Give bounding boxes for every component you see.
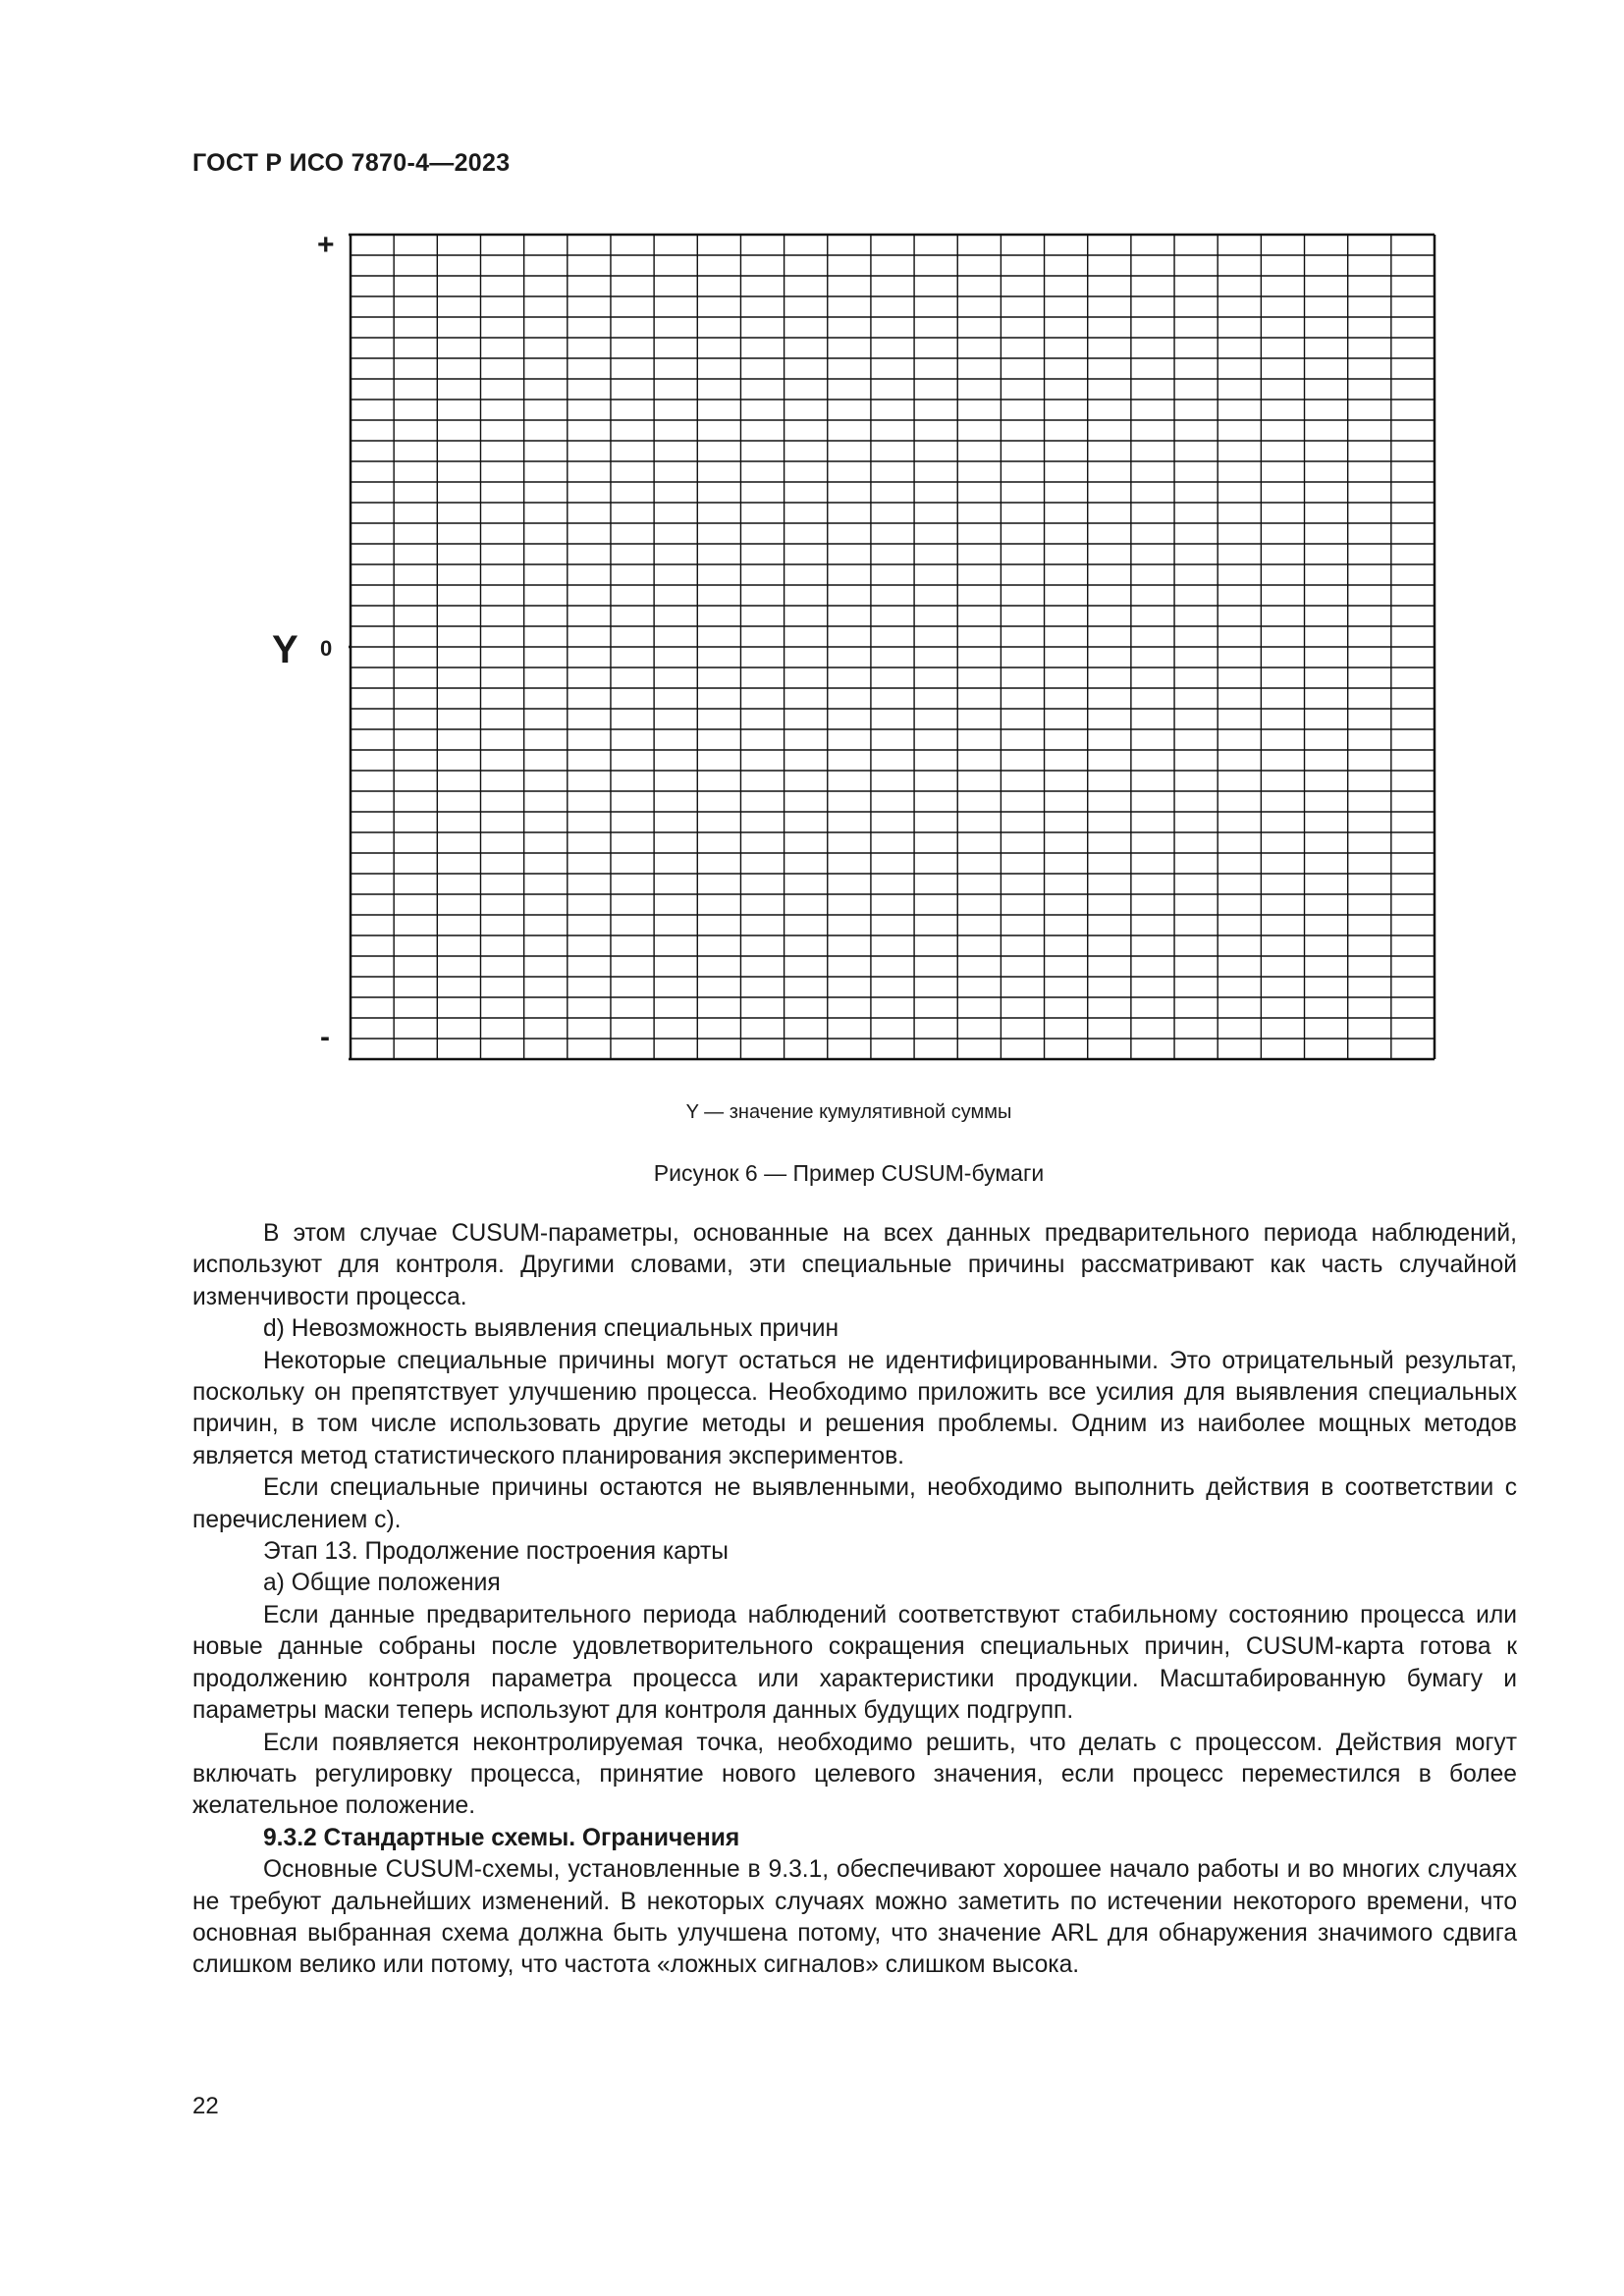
paragraph: Этап 13. Продолжение построения карты xyxy=(263,1538,729,1566)
paragraph: В этом случае CUSUM-параметры, основанные на всех данных предварительного периода наблюдений, используют для контроля. Другими словами, эти специальные причины рассматривают как часть случайной изменчивости процесса. xyxy=(192,1220,1517,1310)
figure-legend: Y — значение кумулятивной суммы xyxy=(685,1101,1012,1123)
page-number: 22 xyxy=(192,2093,219,2119)
section-heading: 9.3.2 Стандартные схемы. Ограничения xyxy=(263,1824,740,1851)
body-text xyxy=(192,1218,1517,1982)
figure-caption: Рисунок 6 — Пример CUSUM-бумаги xyxy=(653,1160,1045,1186)
y-axis-letter: Y xyxy=(272,628,298,671)
y-axis-plus-mark: + xyxy=(317,229,335,261)
document-header: ГОСТ Р ИСО 7870-4—2023 xyxy=(192,149,511,177)
paragraph: Если специальные причины остаются не выявленными, необходимо выполнить действия в соответствии с перечислением с). xyxy=(192,1474,1517,1533)
paragraph: а) Общие положения xyxy=(263,1570,501,1597)
paragraph: Если данные предварительного периода наблюдений соответствуют стабильному состоянию процесса или новые данные собраны после удовлетворительного сокращения специальных причин, CUSUM-карта готова к продолжению контроля параметра процесса или характеристики продукции. Масштабированную бумагу и параметры маски теперь используют для контроля данных будущих подгрупп. xyxy=(192,1601,1517,1725)
paragraph: d) Невозможность выявления специальных причин xyxy=(263,1315,839,1343)
cusum-grid xyxy=(349,233,1438,1062)
cusum-paper-figure xyxy=(265,226,1443,1070)
y-axis-minus-mark: - xyxy=(320,1021,330,1053)
paragraph: Основные CUSUM-схемы, установленные в 9.3.1, обеспечивают хорошее начало работы и во многих случаях не требуют дальнейших изменений. В некоторых случаях можно заметить по истечении некоторого времени, что основная выбранная схема должна быть улучшена потому, что значение ARL для обнаружения значимого сдвига слишком велико или потому, что частота «ложных сигналов» слишком высока. xyxy=(192,1856,1517,1979)
paragraph: Если появляется неконтролируемая точка, необходимо решить, что делать с процессом. Действия могут включать регулировку процесса, принятие нового целевого значения, если процесс переместился в более желательное положение. xyxy=(192,1729,1517,1820)
y-axis-zero-mark: 0 xyxy=(320,636,333,661)
paragraph: Некоторые специальные причины могут остаться не идентифицированными. Это отрицательный результат, поскольку он препятствует улучшению процесса. Необходимо приложить все усилия для выявления специальных причин, в том числе использовать другие методы и решения проблемы. Одним из наиболее мощных методов является метод статистического планирования экспериментов. xyxy=(192,1347,1517,1469)
